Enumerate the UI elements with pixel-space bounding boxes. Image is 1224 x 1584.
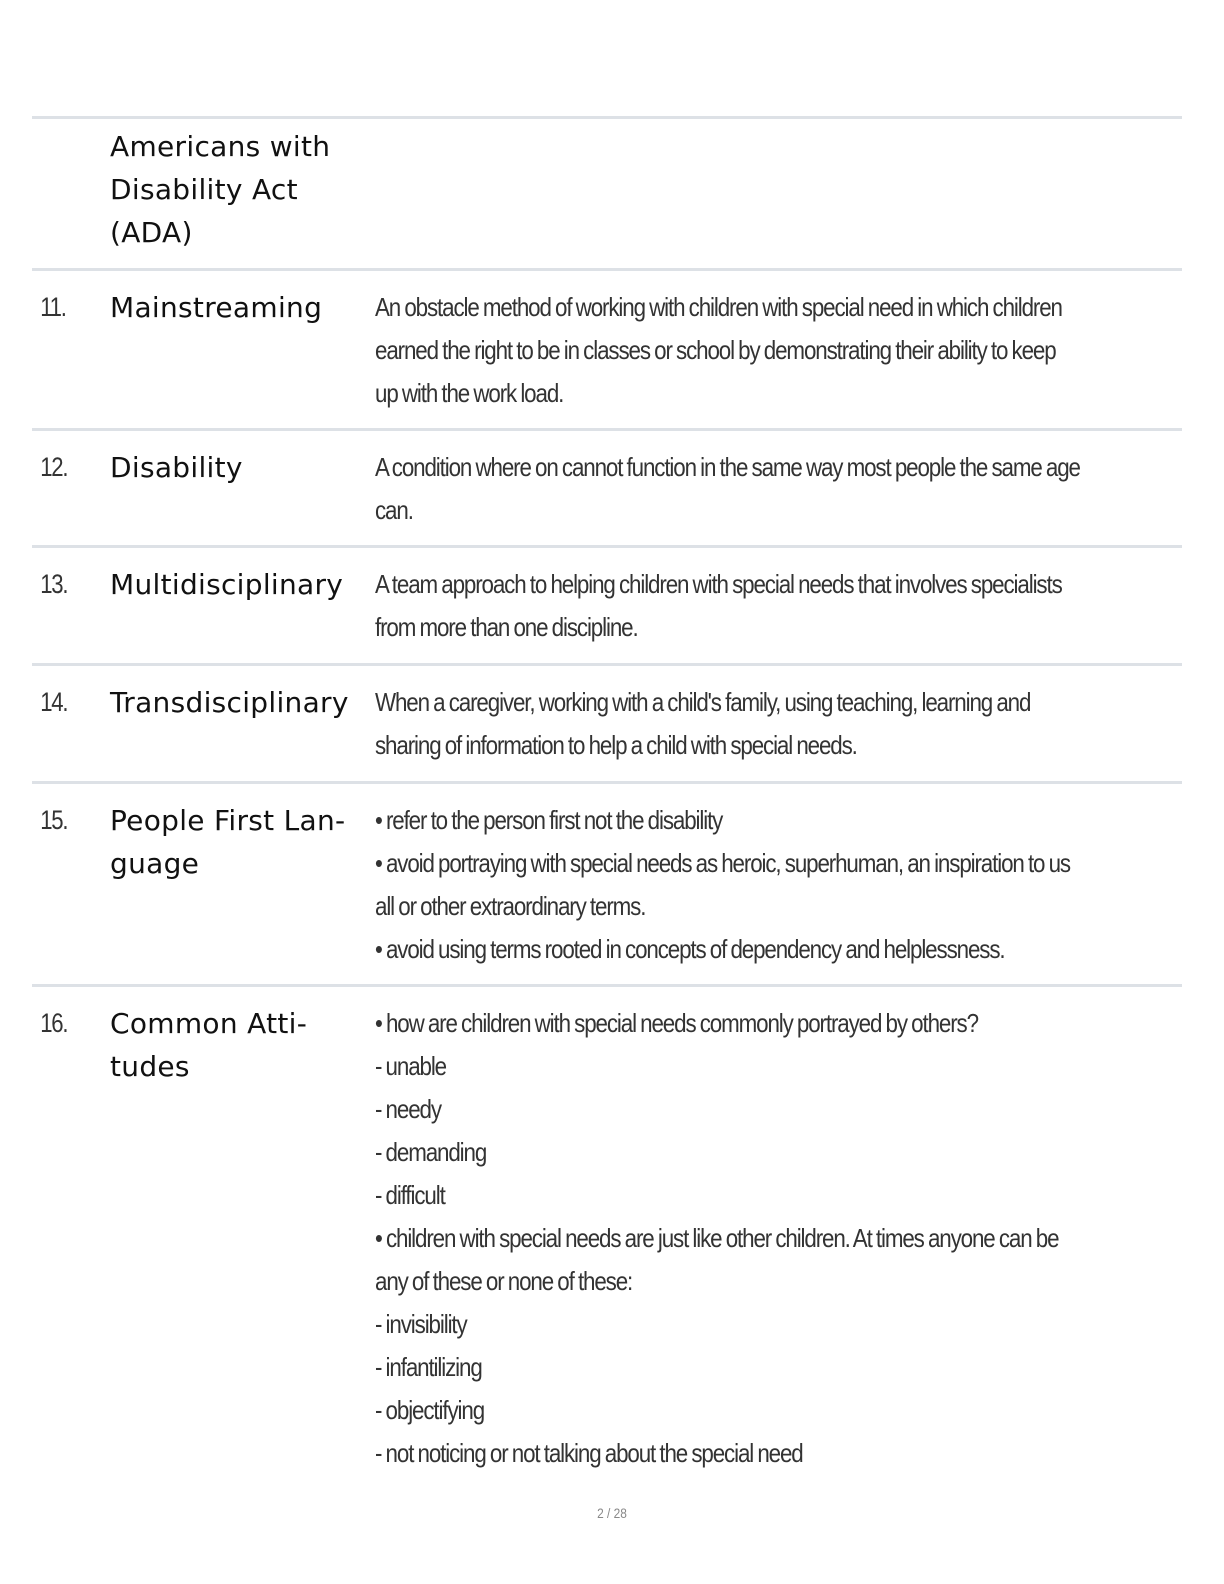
row-term: Americans with Disability Act (ADA) — [110, 130, 331, 249]
definition-line: • how are children with special needs commonly portrayed by others? — [375, 1008, 978, 1038]
definition-line: - invisibility — [375, 1309, 467, 1339]
definition-line: - objectifying — [375, 1395, 485, 1425]
definition-line: When a caregiver, working with a child's family, using teaching, learning and — [375, 687, 1031, 717]
row-term: Transdisciplinary — [110, 686, 349, 719]
definition-line: A team approach to helping children with special needs that involves specialists — [375, 569, 1062, 599]
row-definition — [375, 563, 1224, 663]
row-term: People First Lan- guage — [110, 804, 346, 880]
row-number: 11. — [40, 292, 66, 322]
definition-line: sharing of information to help a child with special needs. — [375, 730, 857, 760]
definition-line: A condition where on cannot function in the same way most people the same age — [375, 452, 1080, 482]
definition-line: An obstacle method of working with children with special need in which children — [375, 292, 1062, 322]
page-indicator: 2 / 28 — [597, 1505, 627, 1521]
definition-line: - not noticing or not talking about the special need — [375, 1438, 803, 1468]
row-definition — [375, 125, 1182, 268]
row-number: 15. — [40, 805, 68, 835]
row-definition — [375, 1002, 1224, 1484]
table-row — [32, 268, 1182, 428]
definition-line: - difficult — [375, 1180, 445, 1210]
row-number — [32, 125, 96, 268]
definition-line: - demanding — [375, 1137, 487, 1167]
row-definition — [375, 799, 1224, 984]
table-row — [32, 984, 1182, 1484]
definition-line: • children with special needs are just like other children. At times anyone can be — [375, 1223, 1059, 1253]
table-row — [32, 428, 1182, 545]
row-term: Mainstreaming — [110, 291, 323, 324]
definition-line: up with the work load. — [375, 378, 564, 408]
table-row — [32, 781, 1182, 984]
row-term: Common Atti- tudes — [110, 1007, 308, 1083]
definition-line: from more than one discipline. — [375, 612, 638, 642]
definition-line: - infantilizing — [375, 1352, 482, 1382]
row-number: 12. — [40, 452, 68, 482]
definition-line: - needy — [375, 1094, 441, 1124]
table-row — [32, 545, 1182, 663]
definition-line: all or other extraordinary terms. — [375, 891, 646, 921]
definition-line: can. — [375, 495, 413, 525]
row-number: 13. — [40, 569, 68, 599]
row-number: 14. — [40, 687, 68, 717]
row-definition — [375, 681, 1224, 781]
flashcard-table — [32, 116, 1182, 1484]
definition-line: • refer to the person first not the disability — [375, 805, 723, 835]
definition-line: any of these or none of these: — [375, 1266, 633, 1296]
row-term: Disability — [110, 451, 243, 484]
definition-line: earned the right to be in classes or school by demonstrating their ability to keep — [375, 335, 1056, 365]
table-row — [32, 663, 1182, 781]
row-definition — [375, 446, 1224, 545]
definition-line: - unable — [375, 1051, 447, 1081]
row-term: Multidisciplinary — [110, 568, 344, 601]
definition-line: • avoid portraying with special needs as heroic, superhuman, an inspiration to us — [375, 848, 1070, 878]
row-definition — [375, 286, 1224, 428]
definition-line: • avoid using terms rooted in concepts of dependency and helplessness. — [375, 934, 1005, 964]
row-number: 16. — [40, 1008, 68, 1038]
table-row — [32, 116, 1182, 268]
